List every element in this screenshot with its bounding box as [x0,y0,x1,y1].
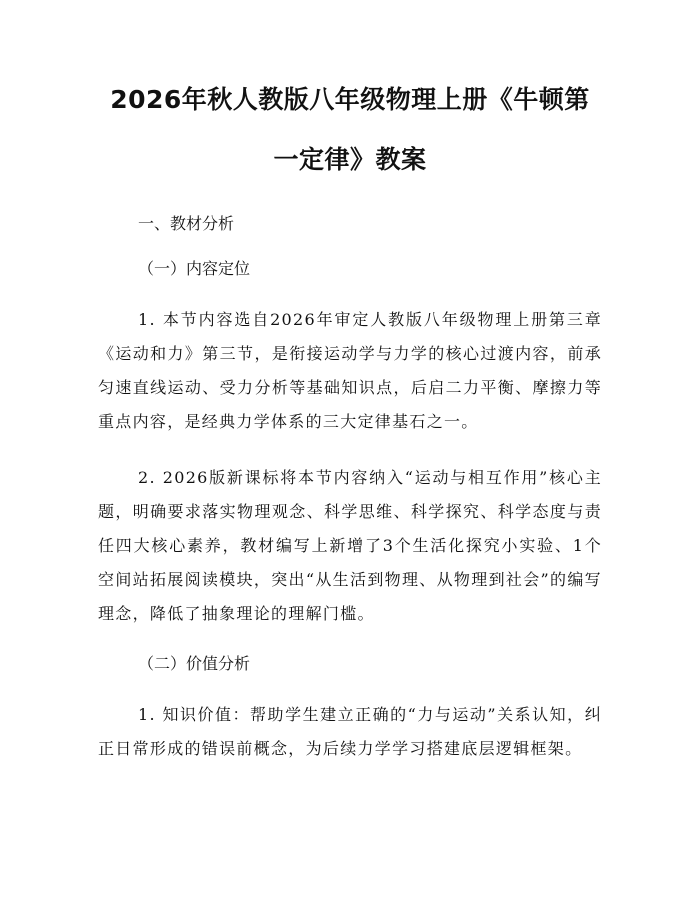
paragraph-content-2: 2. 2026版新课标将本节内容纳入“运动与相互作用”核心主题，明确要求落实物理观念、科学思维、科学探究、科学态度与责任四大核心素养，教材编写上新增了3个生活化探究小实验、1个空间站拓展阅读模块，突出“从生活到物理、从物理到社会”的编写理念，降低了抽象理论的理解门槛。 [98,468,602,623]
subsection-heading-content-positioning: （一）内容定位 [138,259,251,278]
paragraph-value-1: 1. 知识价值：帮助学生建立正确的“力与运动”关系认知，纠正日常形成的错误前概念，为后续力学学习搭建底层逻辑框架。 [98,705,602,758]
paragraph-content-1: 1. 本节内容选自2026年审定人教版八年级物理上册第三章《运动和力》第三节，是衔接运动学与力学的核心过渡内容，前承匀速直线运动、受力分析等基础知识点，后启二力平衡、摩擦力等重点内容，是经典力学体系的三大定律基石之一。 [98,310,602,431]
section-heading-textbook-analysis: 一、教材分析 [138,214,235,233]
document-title: 2026年秋人教版八年级物理上册《牛顿第一定律》教案 [110,85,590,174]
subsection-heading-value-analysis: （二）价值分析 [138,654,251,673]
